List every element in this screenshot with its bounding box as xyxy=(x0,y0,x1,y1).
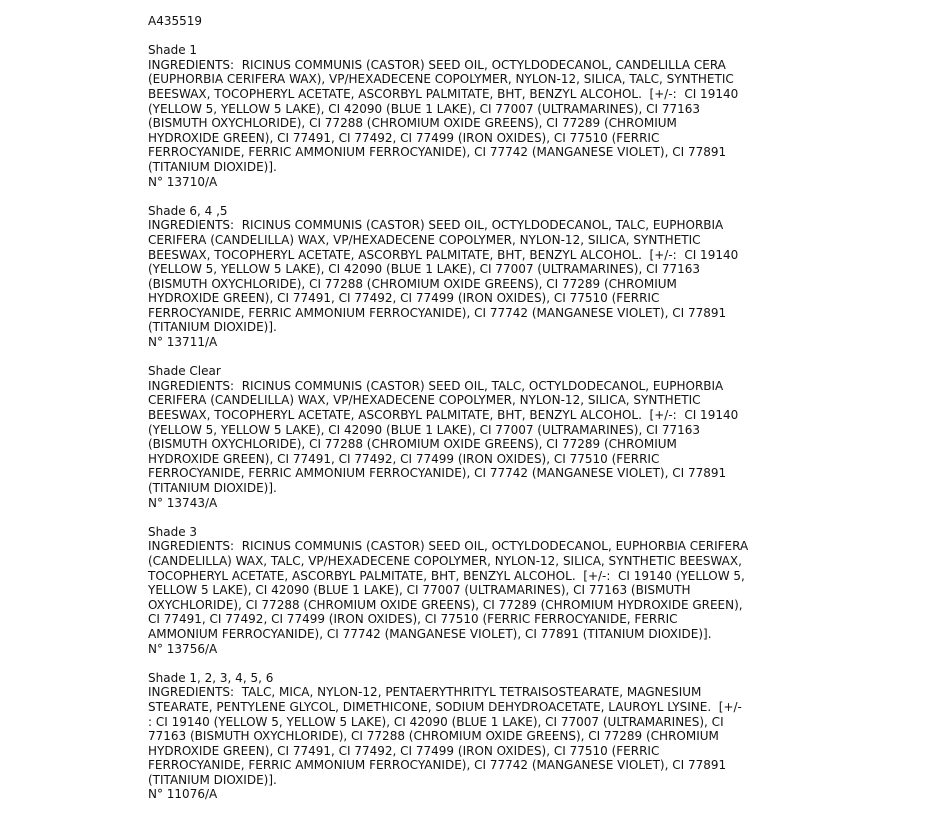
ingredients-line: INGREDIENTS: RICINUS COMMUNIS (CASTOR) SEED OIL, OCTYLDODECANOL, EUPHORBIA CERIFERA xyxy=(148,539,749,554)
ingredients-line: (BISMUTH OXYCHLORIDE), CI 77288 (CHROMIUM OXIDE GREENS), CI 77289 (CHROMIUM xyxy=(148,116,677,131)
ingredients-line: (TITANIUM DIOXIDE)]. xyxy=(148,320,277,335)
shade-heading: Shade 3 xyxy=(148,524,198,539)
ingredients-line: INGREDIENTS: RICINUS COMMUNIS (CASTOR) SEED OIL, OCTYLDODECANOL, TALC, EUPHORBIA xyxy=(148,218,724,233)
ingredients-line: : CI 19140 (YELLOW 5, YELLOW 5 LAKE), CI 42090 (BLUE 1 LAKE), CI 77007 (ULTRAMARINES), CI xyxy=(148,714,724,729)
ingredients-line: INGREDIENTS: RICINUS COMMUNIS (CASTOR) SEED OIL, TALC, OCTYLDODECANOL, EUPHORBIA xyxy=(148,378,724,393)
shade-section xyxy=(148,525,788,656)
formula-number: N° 13743/A xyxy=(148,495,218,510)
shade-section xyxy=(148,43,788,189)
ingredients-line: HYDROXIDE GREEN), CI 77491, CI 77492, CI 77499 (IRON OXIDES), CI 77510 (FERRIC xyxy=(148,291,660,306)
ingredients-line: (BISMUTH OXYCHLORIDE), CI 77288 (CHROMIUM OXIDE GREENS), CI 77289 (CHROMIUM xyxy=(148,276,677,291)
shade-heading: Shade 1, 2, 3, 4, 5, 6 xyxy=(148,670,274,685)
ingredients-line: INGREDIENTS: RICINUS COMMUNIS (CASTOR) SEED OIL, OCTYLDODECANOL, CANDELILLA CERA xyxy=(148,57,726,72)
ingredients-line: HYDROXIDE GREEN), CI 77491, CI 77492, CI 77499 (IRON OXIDES), CI 77510 (FERRIC xyxy=(148,451,660,466)
ingredients-line: FERROCYANIDE, FERRIC AMMONIUM FERROCYANIDE), CI 77742 (MANGANESE VIOLET), CI 77891 xyxy=(148,466,727,481)
ingredients-line: (CANDELILLA) WAX, TALC, VP/HEXADECENE COPOLYMER, NYLON-12, SILICA, SYNTHETIC BEESWAX, xyxy=(148,553,742,568)
ingredients-line: TOCOPHERYL ACETATE, ASCORBYL PALMITATE, BHT, BENZYL ALCOHOL. [+/-: CI 19140 (YELLOW 5, xyxy=(148,568,745,583)
ingredients-document xyxy=(148,14,788,817)
ingredients-line: BEESWAX, TOCOPHERYL ACETATE, ASCORBYL PALMITATE, BHT, BENZYL ALCOHOL. [+/-: CI 19140 xyxy=(148,408,739,423)
ingredients-line: (BISMUTH OXYCHLORIDE), CI 77288 (CHROMIUM OXIDE GREENS), CI 77289 (CHROMIUM xyxy=(148,437,677,452)
ingredients-line: HYDROXIDE GREEN), CI 77491, CI 77492, CI 77499 (IRON OXIDES), CI 77510 (FERRIC xyxy=(148,743,660,758)
ingredients-line: 77163 (BISMUTH OXYCHLORIDE), CI 77288 (CHROMIUM OXIDE GREENS), CI 77289 (CHROMIUM xyxy=(148,729,719,744)
formula-number: N° 13711/A xyxy=(148,335,218,350)
formula-number: N° 13710/A xyxy=(148,174,218,189)
ingredients-line: FERROCYANIDE, FERRIC AMMONIUM FERROCYANIDE), CI 77742 (MANGANESE VIOLET), CI 77891 xyxy=(148,758,727,773)
ingredients-line: FERROCYANIDE, FERRIC AMMONIUM FERROCYANIDE), CI 77742 (MANGANESE VIOLET), CI 77891 xyxy=(148,305,727,320)
shade-section xyxy=(148,671,788,802)
ingredients-line: (YELLOW 5, YELLOW 5 LAKE), CI 42090 (BLUE 1 LAKE), CI 77007 (ULTRAMARINES), CI 77163 xyxy=(148,422,701,437)
ingredients-line: CERIFERA (CANDELILLA) WAX, VP/HEXADECENE COPOLYMER, NYLON-12, SILICA, SYNTHETIC xyxy=(148,232,701,247)
ingredients-line: (TITANIUM DIOXIDE)]. xyxy=(148,159,277,174)
ingredients-line: CI 77491, CI 77492, CI 77499 (IRON OXIDES), CI 77510 (FERRIC FERROCYANIDE, FERRIC xyxy=(148,612,678,627)
ingredients-line: OXYCHLORIDE), CI 77288 (CHROMIUM OXIDE GREENS), CI 77289 (CHROMIUM HYDROXIDE GREEN), xyxy=(148,597,743,612)
shade-section xyxy=(148,204,788,350)
ingredients-line: (YELLOW 5, YELLOW 5 LAKE), CI 42090 (BLUE 1 LAKE), CI 77007 (ULTRAMARINES), CI 77163 xyxy=(148,262,701,277)
ingredients-line: (EUPHORBIA CERIFERA WAX), VP/HEXADECENE COPOLYMER, NYLON-12, SILICA, TALC, SYNTHETIC xyxy=(148,72,734,87)
shade-heading: Shade 6, 4 ,5 xyxy=(148,203,228,218)
ingredients-line: CERIFERA (CANDELILLA) WAX, VP/HEXADECENE COPOLYMER, NYLON-12, SILICA, SYNTHETIC xyxy=(148,393,701,408)
ingredients-line: STEARATE, PENTYLENE GLYCOL, DIMETHICONE, SODIUM DEHYDROACETATE, LAUROYL LYSINE. [+/- xyxy=(148,699,742,714)
formula-number: N° 11076/A xyxy=(148,787,218,802)
ingredients-line: (TITANIUM DIOXIDE)]. xyxy=(148,481,277,495)
ingredients-line: FERROCYANIDE, FERRIC AMMONIUM FERROCYANIDE), CI 77742 (MANGANESE VIOLET), CI 77891 xyxy=(148,145,727,160)
shade-section xyxy=(148,364,788,510)
formula-number: N° 13756/A xyxy=(148,641,218,656)
ingredients-line: INGREDIENTS: TALC, MICA, NYLON-12, PENTAERYTHRITYL TETRAISOSTEARATE, MAGNESIUM xyxy=(148,685,702,700)
ingredients-line: (YELLOW 5, YELLOW 5 LAKE), CI 42090 (BLUE 1 LAKE), CI 77007 (ULTRAMARINES), CI 77163 xyxy=(148,101,701,116)
shade-heading: Shade 1 xyxy=(148,43,198,58)
document-id: A435519 xyxy=(148,14,203,28)
ingredients-line: YELLOW 5 LAKE), CI 42090 (BLUE 1 LAKE), CI 77007 (ULTRAMARINES), CI 77163 (BISMUTH xyxy=(148,583,691,598)
ingredients-line: AMMONIUM FERROCYANIDE), CI 77742 (MANGANESE VIOLET), CI 77891 (TITANIUM DIOXIDE)]. xyxy=(148,626,712,641)
shade-heading: Shade Clear xyxy=(148,364,221,379)
ingredients-line: BEESWAX, TOCOPHERYL ACETATE, ASCORBYL PALMITATE, BHT, BENZYL ALCOHOL. [+/-: CI 19140 xyxy=(148,247,739,262)
ingredients-line: (TITANIUM DIOXIDE)]. xyxy=(148,772,277,787)
ingredients-line: HYDROXIDE GREEN), CI 77491, CI 77492, CI 77499 (IRON OXIDES), CI 77510 (FERRIC xyxy=(148,130,660,145)
ingredients-line: BEESWAX, TOCOPHERYL ACETATE, ASCORBYL PALMITATE, BHT, BENZYL ALCOHOL. [+/-: CI 19140 xyxy=(148,86,739,101)
